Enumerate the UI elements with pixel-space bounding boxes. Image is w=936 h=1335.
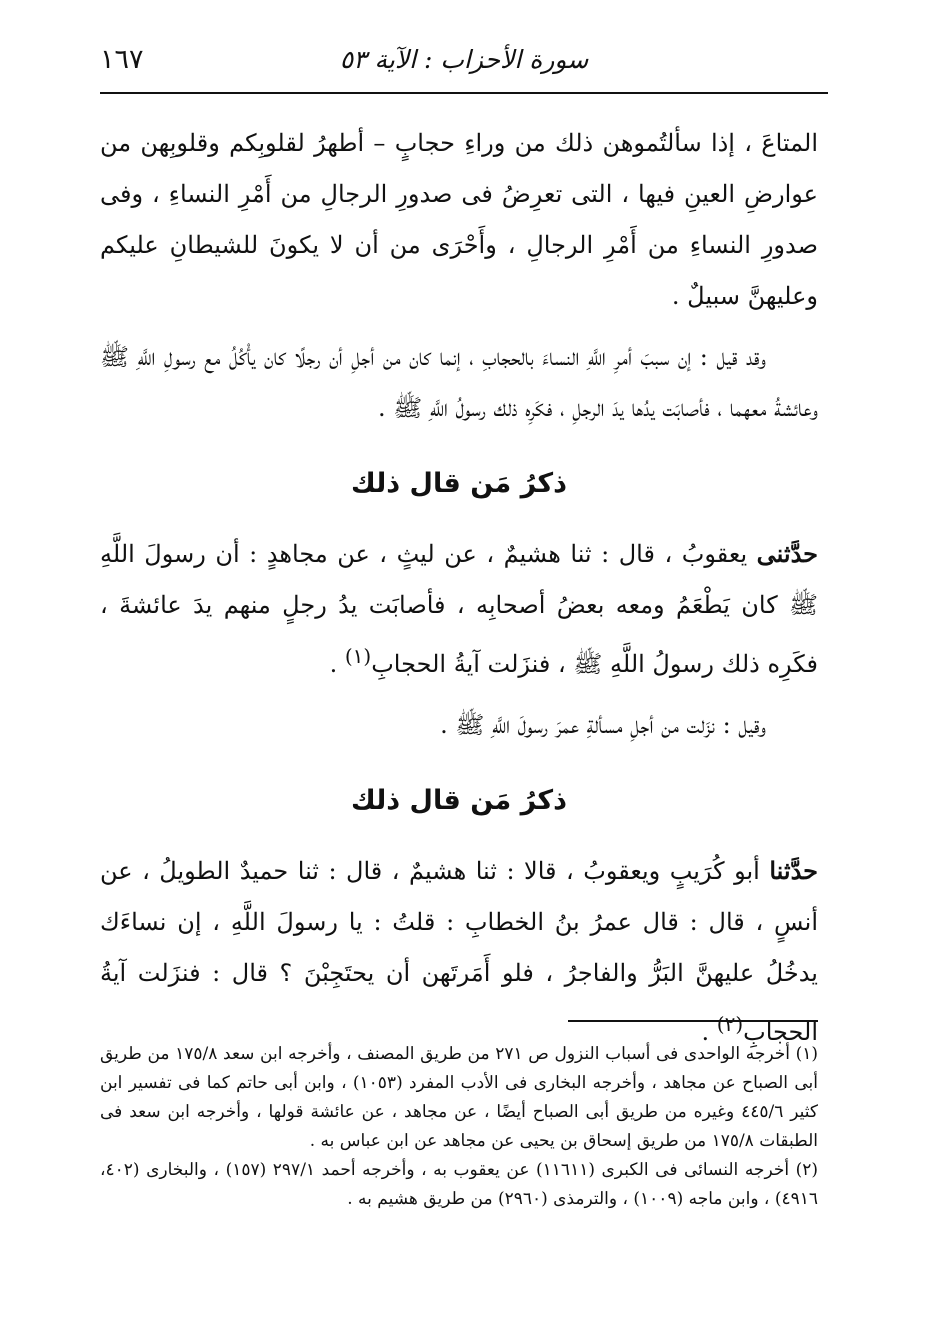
paragraph-reason: وقد قيل : إن سببَ أمرِ اللَّهِ النساءَ بالحجابِ ، إنما كان من أجلِ أن رجلًا كان يأْكُلُ مع رسولِ اللَّهِ ﷺ وعائشةُ معهما ، فأصابَت يدُها يدَ الرجلِ ، فكَرِه ذلك رسولُ اللَّهِ ﷺ . [100,343,818,422]
footnote-divider [568,1020,818,1022]
header-divider [100,92,828,94]
hadith-text: أبو كُرَيبٍ ويعقوبُ ، قالا : ثنا هشيمٌ ، قال : ثنا حميدٌ الطويلُ ، عن أنسٍ ، قال : قال عمرُ بنُ الخطابِ : قلتُ : يا رسولَ اللَّهِ ، إن نساءَك يدخُلُ عليهنَّ البَرُّ والفاجرُ ، فلو أَمَرتَهن أن يحتَجِبْنَ ؟ قال : فنزَلت آيةُ الحجابِ [100,857,818,1046]
main-text [100,118,818,1068]
page-header [100,40,828,86]
hadith-text: يعقوبُ ، قال : ثنا هشيمٌ ، عن ليثٍ ، عن مجاهدٍ : أن رسولَ اللَّهِ ﷺ كان يَطْعَمُ ومعه بعضُ أصحابِه ، فأصابَت يدُ رجلٍ منهم يدَ عائشةَ ، فكَرِه ذلك رسولُ اللَّهِ ﷺ ، فنزَلت آيةُ الحجابِ [100,540,818,678]
hadith-lead-word: حدَّثنى [756,539,818,568]
hadith-end: . [329,650,345,678]
paragraph-continuation: المتاعَ ، إذا سألتُموهن ذلك من وراءِ حجابٍ – أطهرُ لقلوبِكم وقلوبِهن من عوارضِ العينِ فيها ، التى تعرِضُ فى صدورِ الرجالِ من أَمْرِ النساءِ ، وفى صدورِ النساءِ من أَمْرِ الرجالِ ، وأَحْرَى من أن لا يكونَ للشيطانِ عليكم وعليهنَّ سبيلٌ . [100,129,818,310]
paragraph-alternative-view: وقيل : نزَلت من أجلِ مسألةِ عمرَ رسولَ اللَّهِ ﷺ . [440,711,766,739]
section-heading-1: ذكرُ مَن قال ذلك [351,468,567,499]
paragraph-hadith-mujahid [100,528,818,690]
footnote-ref-1: (١) [344,644,372,668]
footnotes [100,1040,818,1214]
paragraph-hadith-anas [100,845,818,1058]
footnote-ref-2: (٢) [716,1012,744,1036]
running-title: سورة الأحزاب : الآية ٥٣ [339,45,589,74]
footnote-2: (٢) أخرجه النسائى فى الكبرى (١١٦١١) عن يعقوب به ، وأخرجه أحمد ٢٩٧/١ (١٥٧) ، والبخارى (٤٠٢، ٤٩١٦) ، وابن ماجه (١٠٠٩) ، والترمذى (٢٩٦٠) من طريق هشيم به . [100,1160,819,1209]
hadith-lead-word: حدَّثنا [769,856,818,885]
hadith-end: . [701,1018,717,1046]
footnote-1: (١) أخرجه الواحدى فى أسباب النزول ص ٢٧١ من طريق المصنف ، وأخرجه ابن سعد ١٧٥/٨ من طريق أبى الصباح عن مجاهد ، وأخرجه البخارى فى الأدب المفرد (١٠٥٣) ، وابن أبى حاتم كما فى تفسير ابن كثير ٤٤٥/٦ وغيره من طريق أبى الصباح أيضًا ، عن مجاهد ، عن عائشة قولها ، وأخرجه ابن سعد فى الطبقات ١٧٥/٨ من طريق إسحاق بن يحيى عن مجاهد عن ابن عباس به . [100,1044,818,1151]
page-number: ١٦٧ [100,44,144,75]
section-heading-2: ذكرُ مَن قال ذلك [351,785,567,816]
